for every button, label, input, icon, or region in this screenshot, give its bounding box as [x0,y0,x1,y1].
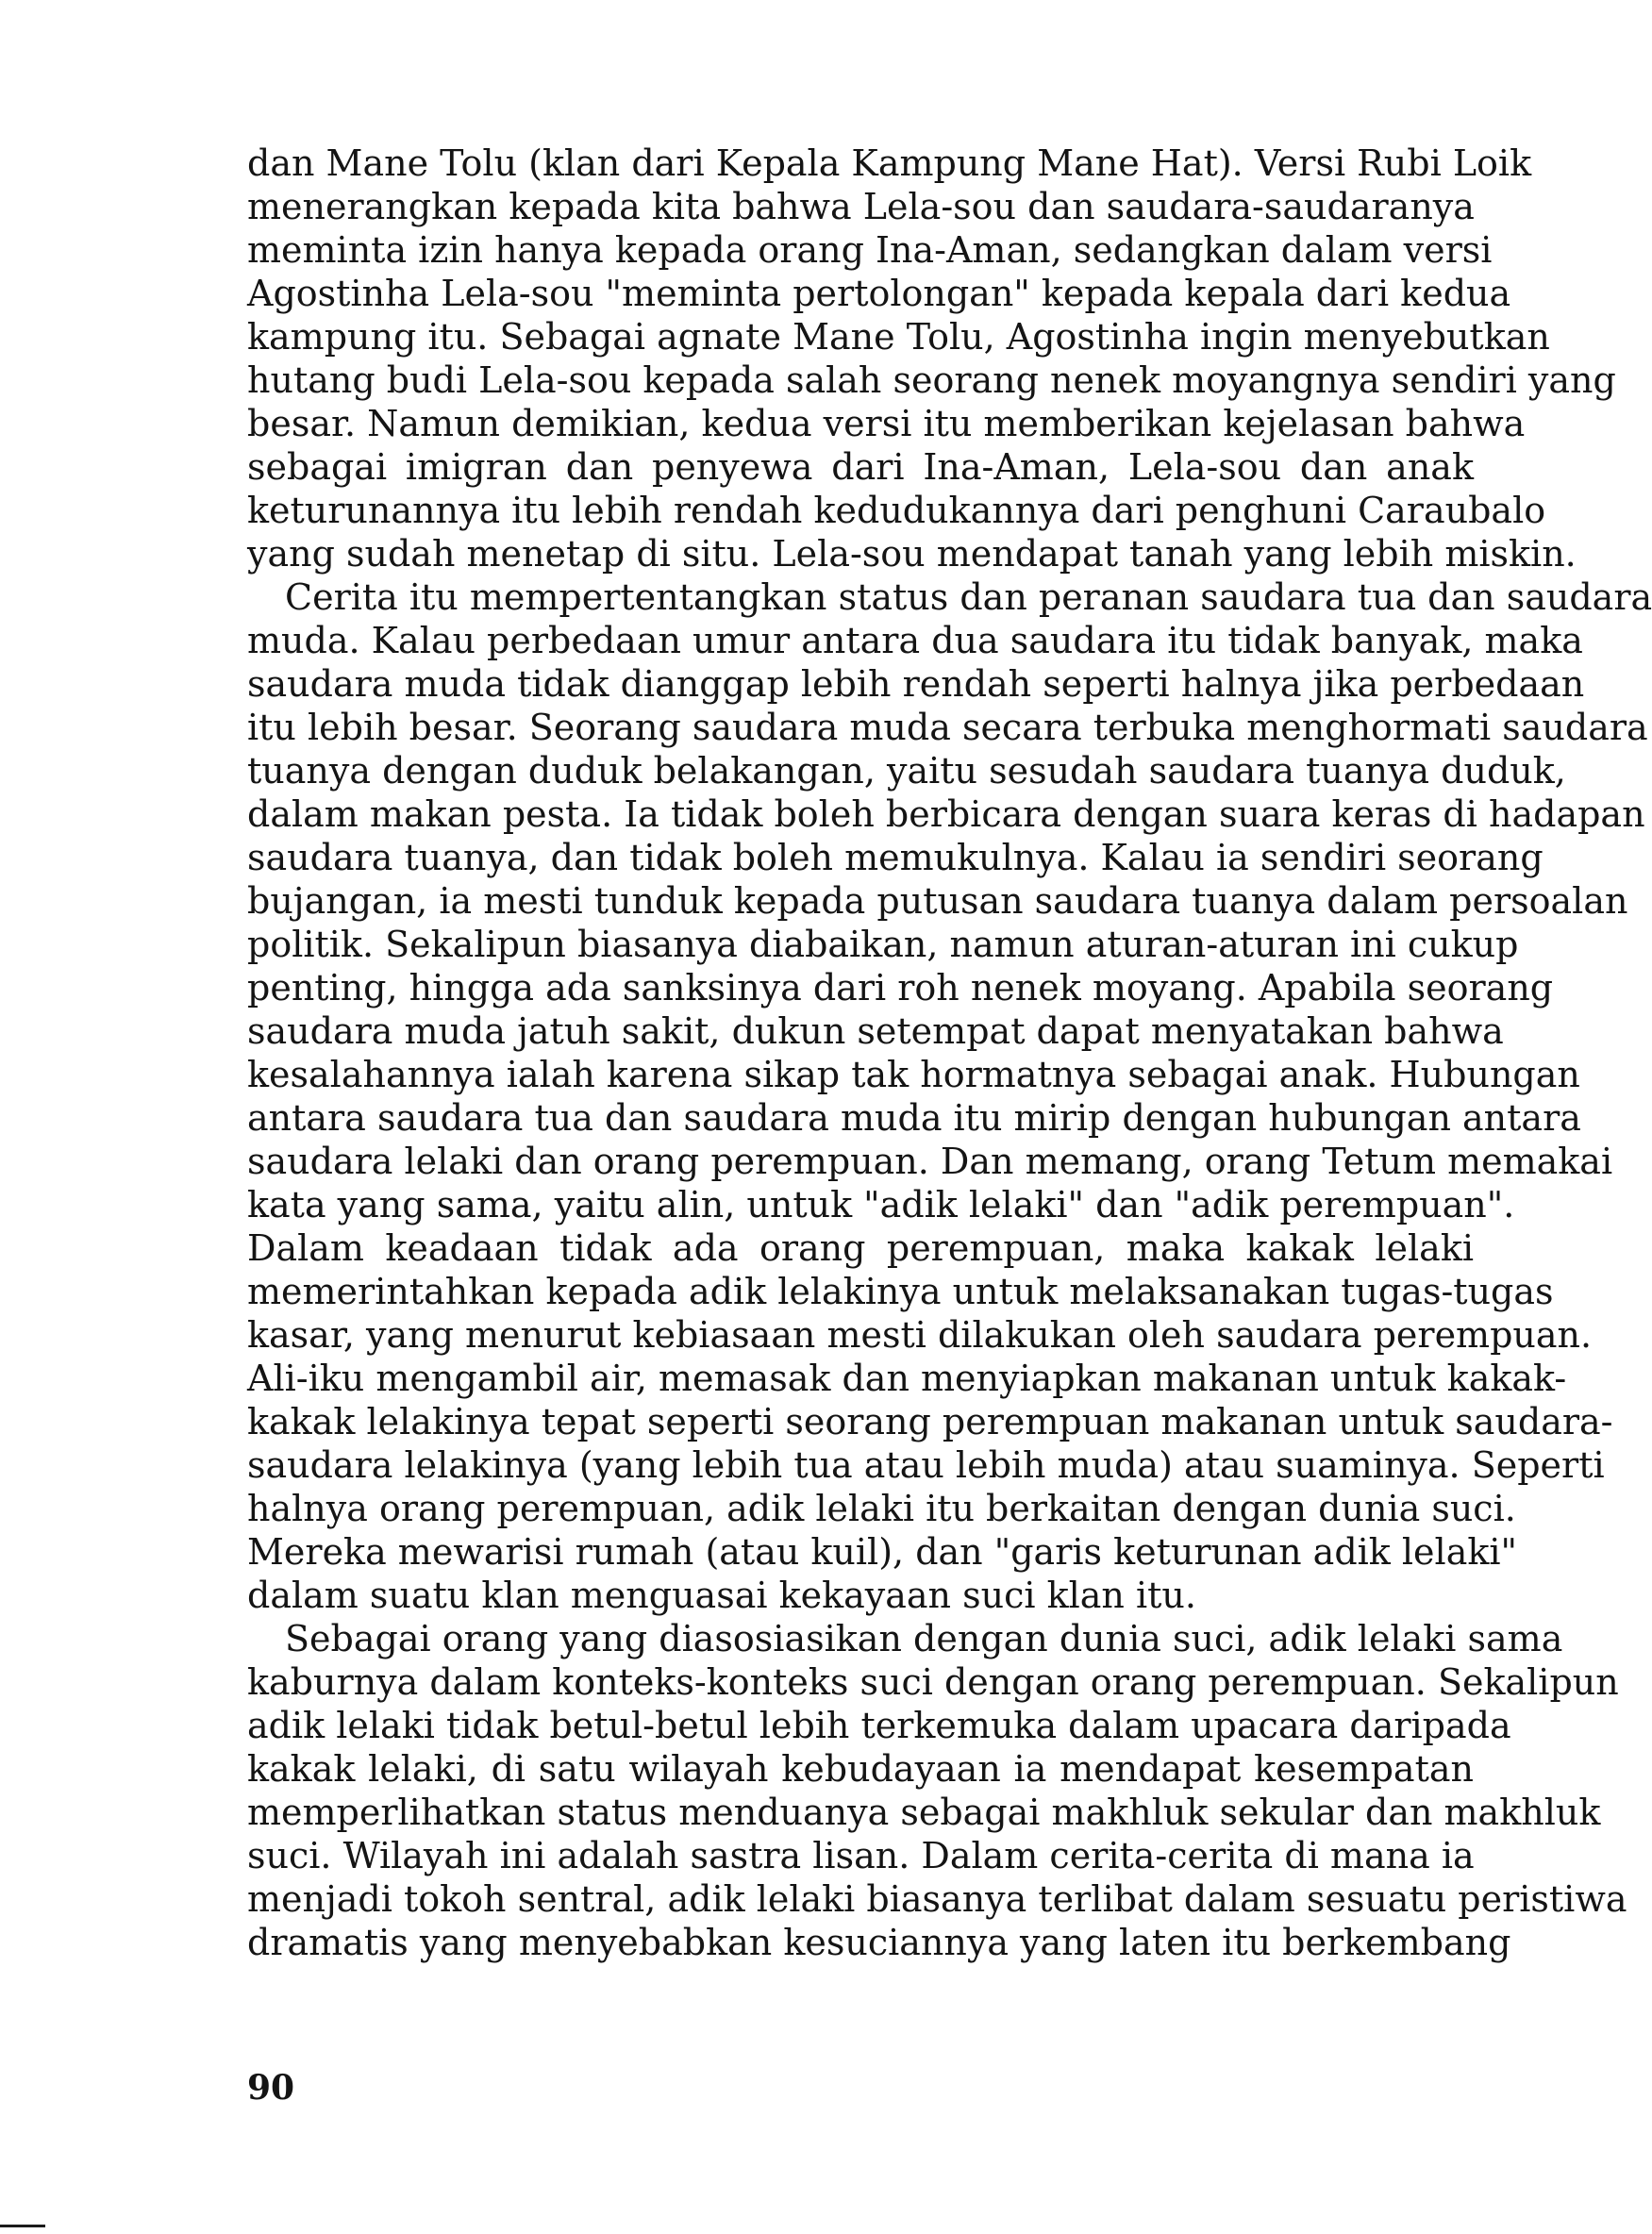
text-line: kakak lelaki, di satu wilayah kebudayaan ia mendapat kesempatan [247,1748,1474,1790]
text-line: suci. Wilayah ini adalah sastra lisan. Dalam cerita-cerita di mana ia [247,1835,1475,1876]
text-line: yang sudah menetap di situ. Lela-sou mendapat tanah yang lebih miskin. [247,533,1577,575]
text-line: menjadi tokoh sentral, adik lelaki biasanya terlibat dalam sesuatu peristiwa [247,1878,1627,1920]
text-line: Mereka mewarisi rumah (atau kuil), dan "garis keturunan adik lelaki" [247,1531,1518,1573]
text-line: itu lebih besar. Seorang saudara muda secara terbuka menghormati saudara [247,707,1648,748]
text-line: Agostinha Lela-sou "meminta pertolongan" kepada kepala dari kedua [247,273,1511,314]
text-line: saudara muda tidak dianggap lebih rendah seperti halnya jika perbedaan [247,663,1585,705]
page-number: 90 [247,2068,295,2108]
text-line: muda. Kalau perbedaan umur antara dua saudara itu tidak banyak, maka [247,620,1583,661]
text-line: bujangan, ia mesti tunduk kepada putusan saudara tuanya dalam persoalan [247,880,1628,922]
scan-edge-mark [0,2225,45,2227]
text-line: dramatis yang menyebabkan kesuciannya yang laten itu berkembang [247,1922,1511,1963]
text-line: adik lelaki tidak betul-betul lebih terkemuka dalam upacara daripada [247,1705,1511,1746]
text-line: keturunannya itu lebih rendah kedudukannya dari penghuni Caraubalo [247,490,1546,531]
text-line: kampung itu. Sebagai agnate Mane Tolu, Agostinha ingin menyebutkan [247,316,1550,358]
text-line: saudara muda jatuh sakit, dukun setempat dapat menyatakan bahwa [247,1010,1504,1052]
text-line: politik. Sekalipun biasanya diabaikan, namun aturan-aturan ini cukup [247,924,1519,965]
text-line: Ali-iku mengambil air, memasak dan menyiapkan makanan untuk kakak- [247,1358,1567,1399]
text-line: tuanya dengan duduk belakangan, yaitu sesudah saudara tuanya duduk, [247,750,1566,792]
text-line: sebagai imigran dan penyewa dari Ina-Aman, Lela-sou dan anak [247,446,1474,488]
text-line: saudara lelaki dan orang perempuan. Dan memang, orang Tetum memakai [247,1141,1613,1182]
text-line: menerangkan kepada kita bahwa Lela-sou dan saudara-saudaranya [247,186,1475,227]
text-line: memerintahkan kepada adik lelakinya untuk melaksanakan tugas-tugas [247,1271,1554,1312]
text-line: dalam makan pesta. Ia tidak boleh berbicara dengan suara keras di hadapan [247,793,1645,835]
text-line: dalam suatu klan menguasai kekayaan suci klan itu. [247,1575,1196,1616]
text-line: meminta izin hanya kepada orang Ina-Aman, sedangkan dalam versi [247,229,1493,271]
text-line: hutang budi Lela-sou kepada salah seorang nenek moyangnya sendiri yang [247,359,1616,401]
text-line: kesalahannya ialah karena sikap tak hormatnya sebagai anak. Hubungan [247,1054,1580,1095]
text-line: kaburnya dalam konteks-konteks suci dengan orang perempuan. Sekalipun [247,1661,1619,1703]
text-line: Dalam keadaan tidak ada orang perempuan, maka kakak lelaki [247,1227,1474,1269]
text-line: besar. Namun demikian, kedua versi itu memberikan kejelasan bahwa [247,403,1526,444]
paragraph-start-line: Cerita itu mempertentangkan status dan peranan saudara tua dan saudara [285,576,1652,618]
text-line: saudara lelakinya (yang lebih tua atau lebih muda) atau suaminya. Seperti [247,1444,1605,1486]
paragraph-start-line: Sebagai orang yang diasosiasikan dengan dunia suci, adik lelaki sama [285,1618,1563,1659]
text-line: memperlihatkan status menduanya sebagai makhluk sekular dan makhluk [247,1792,1601,1833]
text-line: antara saudara tua dan saudara muda itu mirip dengan hubungan antara [247,1097,1581,1139]
text-line: dan Mane Tolu (klan dari Kepala Kampung Mane Hat). Versi Rubi Loik [247,142,1532,184]
text-line: penting, hingga ada sanksinya dari roh nenek moyang. Apabila seorang [247,967,1554,1009]
text-line: kasar, yang menurut kebiasaan mesti dilakukan oleh saudara perempuan. [247,1314,1593,1356]
body-text [247,142,1652,1964]
text-line: halnya orang perempuan, adik lelaki itu berkaitan dengan dunia suci. [247,1488,1516,1529]
text-line: saudara tuanya, dan tidak boleh memukulnya. Kalau ia sendiri seorang [247,837,1544,878]
text-line: kakak lelakinya tepat seperti seorang perempuan makanan untuk saudara- [247,1401,1613,1442]
text-line: kata yang sama, yaitu alin, untuk "adik lelaki" dan "adik perempuan". [247,1184,1515,1225]
